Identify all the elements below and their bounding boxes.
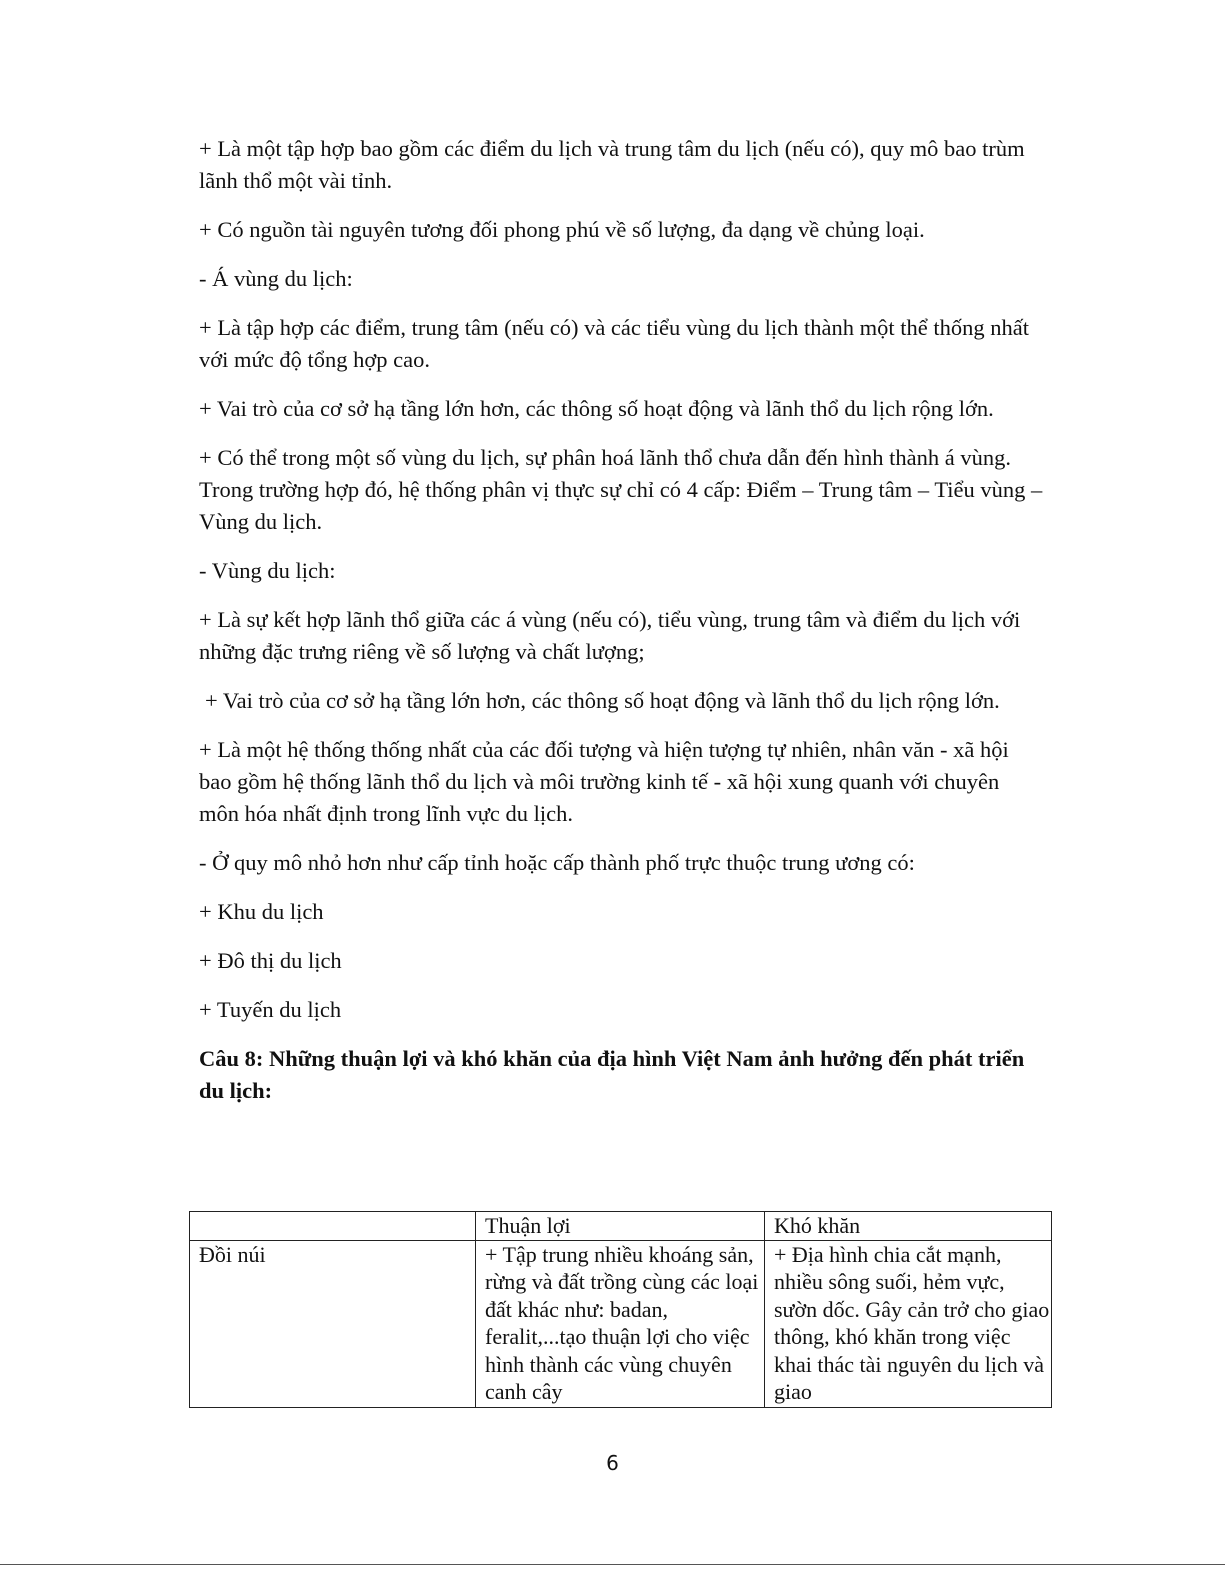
- paragraph: + Là sự kết hợp lãnh thổ giữa các á vùng (nếu có), tiểu vùng, trung tâm và điểm du lịch với những đặc trưng riêng về số lượng và chất lượng;: [199, 607, 1021, 664]
- paragraph: - Vùng du lịch:: [199, 558, 336, 583]
- paragraph: + Có nguồn tài nguyên tương đối phong phú về số lượng, đa dạng về chủng loại.: [199, 217, 925, 242]
- paragraph: + Tuyến du lịch: [199, 997, 342, 1022]
- table-cell-difficulty: [765, 1240, 1052, 1407]
- table-row: [190, 1240, 1052, 1407]
- table-header-cell: [190, 1212, 476, 1241]
- table-header-cell: Thuận lợi: [476, 1212, 765, 1241]
- paragraph: - Á vùng du lịch:: [199, 266, 353, 291]
- cell-text: + Tập trung nhiều khoáng sản, rừng và đất trồng cùng các loại đất khác như: badan, feralit,...tạo thuận lợi cho việc hình thành các vùng chuyên canh cây: [485, 1241, 759, 1404]
- bottom-divider: [0, 1564, 1225, 1565]
- paragraph: + Là tập hợp các điểm, trung tâm (nếu có) và các tiểu vùng du lịch thành một thể thống nhất với mức độ tổng hợp cao.: [199, 315, 1029, 372]
- paragraph: + Có thể trong một số vùng du lịch, sự phân hoá lãnh thổ chưa dẫn đến hình thành á vùng. Trong trường hợp đó, hệ thống phân vị thực sự chỉ có 4 cấp: Điểm – Trung tâm – Tiểu vùng – Vùng du lịch.: [199, 445, 1043, 534]
- paragraph: + Vai trò của cơ sở hạ tầng lớn hơn, các thông số hoạt động và lãnh thổ du lịch rộng lớn.: [205, 688, 1000, 713]
- paragraph: - Ở quy mô nhỏ hơn như cấp tỉnh hoặc cấp thành phố trực thuộc trung ương có:: [199, 850, 915, 875]
- table-header-cell: Khó khăn: [765, 1212, 1052, 1241]
- paragraph: + Vai trò của cơ sở hạ tầng lớn hơn, các thông số hoạt động và lãnh thổ du lịch rộng lớn.: [199, 396, 994, 421]
- body-text: [199, 133, 1044, 1107]
- cell-text: Đồi núi: [199, 1241, 266, 1267]
- paragraph: + Đô thị du lịch: [199, 948, 342, 973]
- paragraph: + Khu du lịch: [199, 899, 324, 924]
- paragraph: + Là một hệ thống thống nhất của các đối tượng và hiện tượng tự nhiên, nhân văn - xã hội bao gồm hệ thống lãnh thổ du lịch và môi trường kinh tế - xã hội xung quanh với chuyên môn hóa nhất định trong lĩnh vực du lịch.: [199, 737, 1009, 826]
- cell-text: + Địa hình chia cắt mạnh, nhiều sông suối, hẻm vực, sườn dốc. Gây cản trở cho giao thông, khó khăn trong việc khai thác tài nguyên du lịch và giao: [774, 1241, 1050, 1404]
- terrain-table: [189, 1211, 1052, 1408]
- table-header-row: [190, 1212, 1052, 1241]
- table-cell-advantage: [476, 1240, 765, 1407]
- table-cell-label: [190, 1240, 476, 1407]
- page-number: 6: [606, 1451, 619, 1475]
- paragraph: + Là một tập hợp bao gồm các điểm du lịch và trung tâm du lịch (nếu có), quy mô bao trùm lãnh thổ một vài tỉnh.: [199, 136, 1025, 193]
- question-heading: Câu 8: Những thuận lợi và khó khăn của địa hình Việt Nam ảnh hưởng đến phát triển du lịch:: [199, 1046, 1025, 1103]
